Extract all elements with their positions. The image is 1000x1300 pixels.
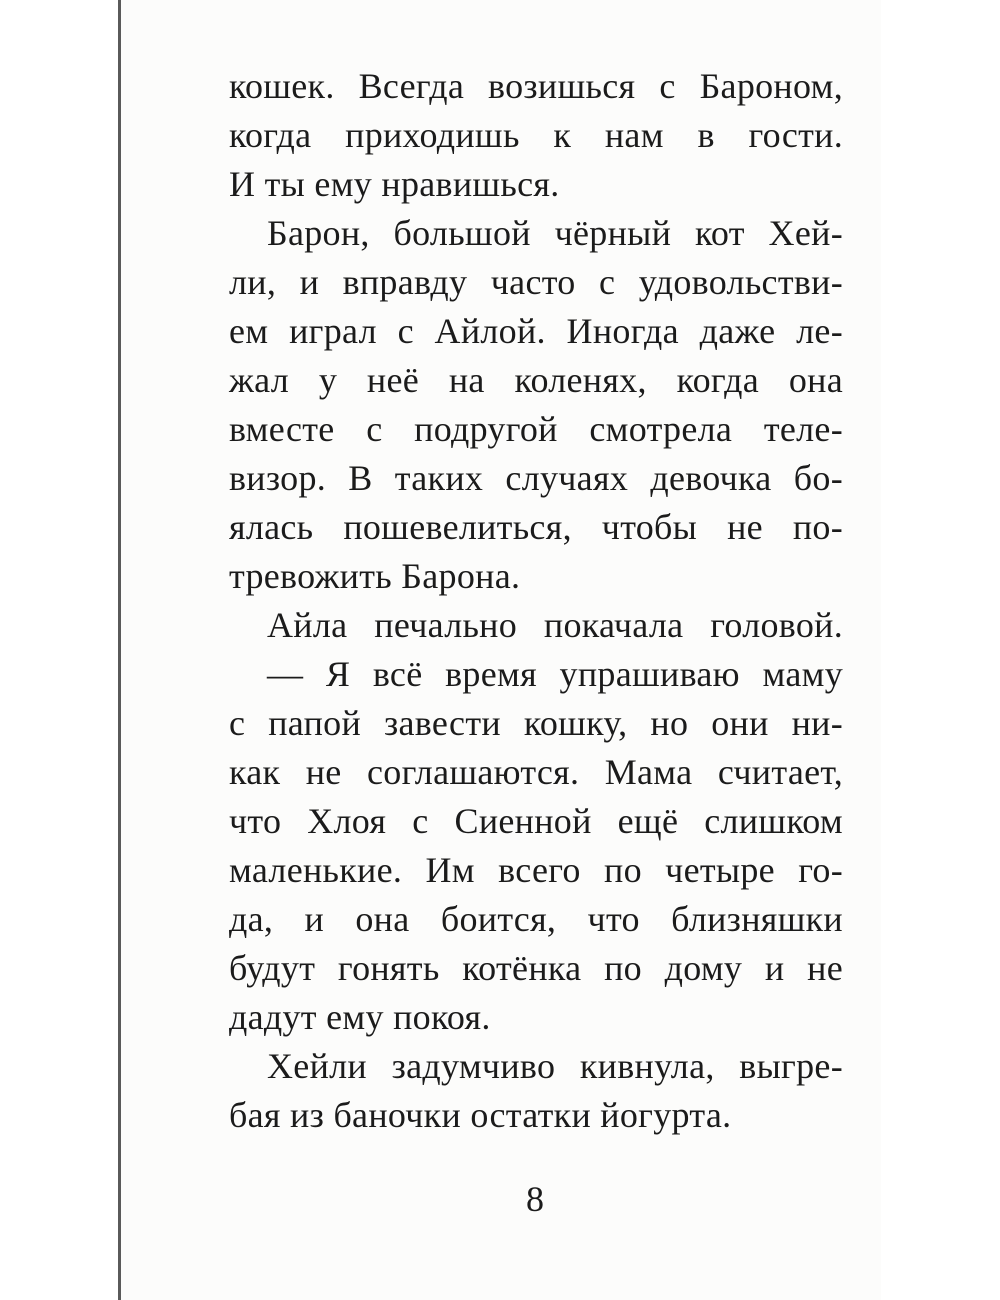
text-line: ялась пошевелиться, чтобы не по- [229, 507, 843, 547]
text-line: кошек. Всегда возишься с Бароном, [229, 66, 843, 106]
scan-margin-left [0, 0, 118, 1300]
page-body-text [229, 62, 843, 1140]
text-line: бая из баночки остатки йогурта. [229, 1095, 732, 1135]
text-line: — Я всё время упрашиваю маму [267, 654, 843, 694]
text-line: будут гонять котёнка по дому и не [229, 948, 843, 988]
text-line: И ты ему нравишься. [229, 164, 560, 204]
scan-margin-right [881, 0, 1000, 1300]
text-line: Барон, большой чёрный кот Хей- [267, 213, 843, 253]
text-line: как не соглашаются. Мама считает, [229, 752, 843, 792]
text-line: ем играл с Айлой. Иногда даже ле- [229, 311, 843, 351]
page-number: 8 [526, 1179, 544, 1219]
text-line: тревожить Барона. [229, 556, 521, 596]
text-line: маленькие. Им всего по четыре го- [229, 850, 843, 890]
text-line: дадут ему покоя. [229, 997, 491, 1037]
text-line: визор. В таких случаях девочка бо- [229, 458, 843, 498]
text-line: Хейли задумчиво кивнула, выгре- [267, 1046, 843, 1086]
text-line: Айла печально покачала головой. [267, 605, 843, 645]
text-line: да, и она боится, что близняшки [229, 899, 843, 939]
text-line: жал у неё на коленях, когда она [229, 360, 843, 400]
text-line: что Хлоя с Сиенной ещё слишком [229, 801, 843, 841]
text-line: ли, и вправду часто с удовольстви- [229, 262, 843, 302]
text-line: с папой завести кошку, но они ни- [229, 703, 843, 743]
text-line: когда приходишь к нам в гости. [229, 115, 843, 155]
text-line: вместе с подругой смотрела теле- [229, 409, 843, 449]
